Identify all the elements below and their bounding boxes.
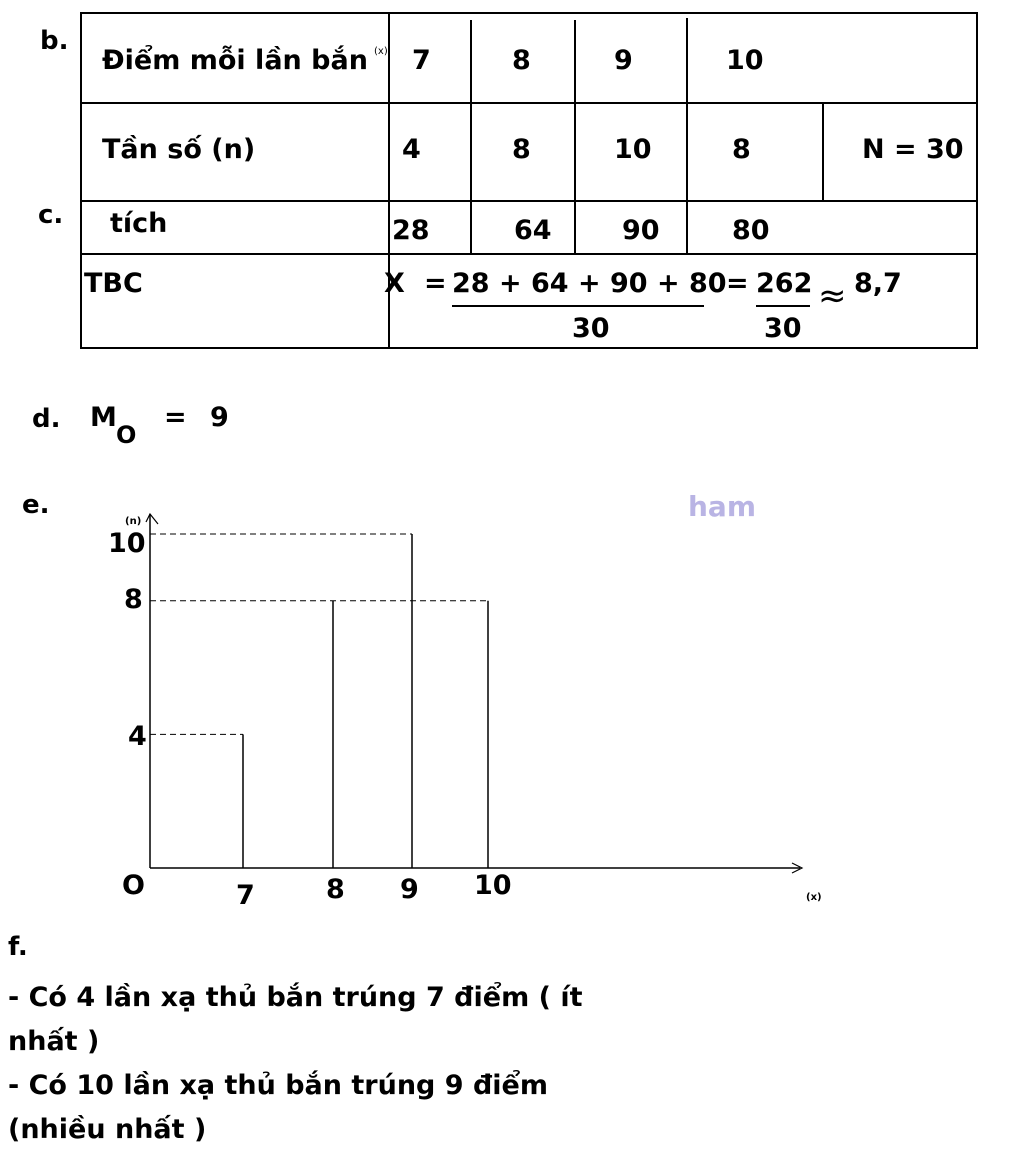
x-tick-8: 8 <box>326 874 345 905</box>
conclusion-line-1a: - Có 4 lần xạ thủ bắn trúng 7 điểm ( ít <box>8 982 583 1013</box>
row1-value-10: 10 <box>726 45 764 76</box>
row2-value-8: 8 <box>512 134 531 165</box>
origin-label: O <box>122 870 145 901</box>
x-tick-10: 10 <box>474 870 512 901</box>
y-tick-4: 4 <box>128 721 147 752</box>
mode-subscript: O <box>116 421 137 449</box>
mode-symbol: M <box>90 402 117 433</box>
row2-header: Tần số (n) <box>102 134 256 165</box>
row2-value-8b: 8 <box>732 134 751 165</box>
x-axis-label: (x) <box>806 892 822 903</box>
y-axis-arrow <box>146 514 158 524</box>
label-d: d. <box>32 404 61 434</box>
row3-value-64: 64 <box>514 215 552 246</box>
y-tick-10: 10 <box>108 528 146 559</box>
row3-value-90: 90 <box>622 215 660 246</box>
mean-den2: 30 <box>764 313 802 344</box>
label-f: f. <box>8 932 28 962</box>
row1-unit: (x) <box>374 46 388 57</box>
conclusion-line-2a: - Có 10 lần xạ thủ bắn trúng 9 điểm <box>8 1070 548 1101</box>
mean-denominator: 30 <box>572 313 610 344</box>
row2-total: N = 30 <box>862 134 964 165</box>
row3-value-80: 80 <box>732 215 770 246</box>
conclusion-line-1b: nhất ) <box>8 1026 100 1057</box>
row1-value-9: 9 <box>614 45 633 76</box>
row1-value-7: 7 <box>412 45 431 76</box>
x-tick-9: 9 <box>400 874 419 905</box>
approx-sign: ≈ <box>818 276 847 316</box>
y-axis-label: (n) <box>125 516 142 527</box>
mean-symbol: X <box>384 268 405 299</box>
mode-value: 9 <box>210 402 229 433</box>
mean-eq2: = <box>726 268 749 299</box>
label-e: e. <box>22 490 50 520</box>
conclusion-line-2b: (nhiều nhất ) <box>8 1114 207 1145</box>
mean-num2: 262 <box>756 268 813 299</box>
row1-value-8: 8 <box>512 45 531 76</box>
y-tick-8: 8 <box>124 584 143 615</box>
row2-value-4: 4 <box>402 134 421 165</box>
label-c: c. <box>38 200 64 230</box>
row4-header: TBC <box>84 268 143 299</box>
mode-eq: = <box>164 402 187 433</box>
mean-numerator: 28 + 64 + 90 + 80 <box>452 268 727 299</box>
row3-header: tích <box>110 208 168 239</box>
mean-result: 8,7 <box>854 268 902 299</box>
mean-eq1: = <box>424 268 447 299</box>
x-tick-7: 7 <box>236 880 255 911</box>
row1-header: Điểm mỗi lần bắn <box>102 45 368 76</box>
label-b: b. <box>40 26 69 56</box>
row3-value-28: 28 <box>392 215 430 246</box>
row2-value-10: 10 <box>614 134 652 165</box>
watermark: ham <box>688 490 757 523</box>
